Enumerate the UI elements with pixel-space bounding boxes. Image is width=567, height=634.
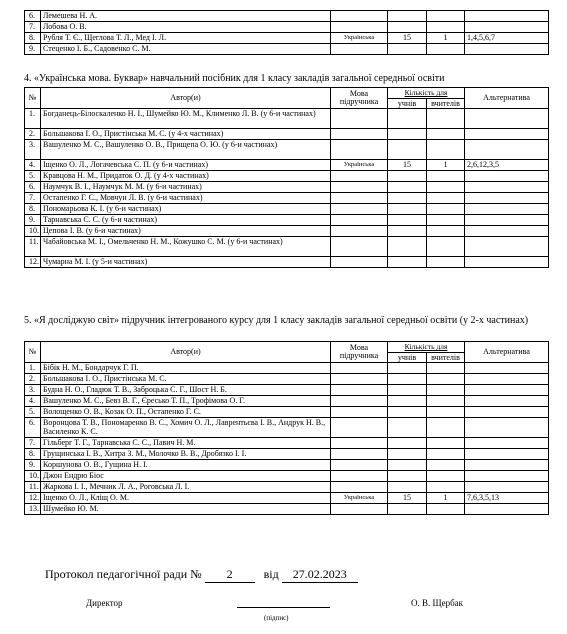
row-language	[331, 237, 388, 257]
row-number: 4.	[25, 396, 41, 407]
table-row	[25, 460, 549, 471]
header-author: Автор(и)	[41, 342, 331, 363]
row-teachers	[427, 204, 465, 215]
row-author: Богданець-Білоскаленко Н. І., Шумейко Ю. М., Клименко Л. В. (у 6-и частинах)	[41, 109, 331, 129]
row-number: 1.	[25, 109, 41, 129]
table-row	[25, 215, 549, 226]
table-row	[25, 11, 549, 22]
row-teachers	[427, 140, 465, 160]
row-alternative	[465, 407, 549, 418]
row-pupils: 15	[388, 160, 427, 171]
section-5-title	[24, 315, 554, 326]
row-author: Джон Ендрю Біос	[41, 471, 331, 482]
row-author: Чабайовська М. І., Омельченко Н. М., Кожушко С. М. (у 6-и частинах)	[41, 237, 331, 257]
row-pupils	[388, 204, 427, 215]
row-author: Шумейко Ю. М.	[41, 504, 331, 515]
row-number: 7.	[25, 193, 41, 204]
row-pupils	[388, 226, 427, 237]
row-language	[331, 109, 388, 129]
row-language	[331, 226, 388, 237]
header-alt: Альтернатива	[465, 342, 549, 363]
signature-line	[237, 607, 330, 608]
row-teachers	[427, 44, 465, 55]
row-author: Лемешева Н. А.	[41, 11, 331, 22]
section-4-table	[24, 87, 549, 268]
row-pupils	[388, 438, 427, 449]
row-language	[331, 374, 388, 385]
row-pupils	[388, 44, 427, 55]
row-teachers	[427, 482, 465, 493]
row-alternative	[465, 140, 549, 160]
table-row	[25, 374, 549, 385]
row-author: Стеценко І. Б., Садовенко С. М.	[41, 44, 331, 55]
section-4-number: 4.	[24, 73, 32, 84]
section-4-body	[25, 109, 549, 268]
header-count-text: Кількість для	[404, 342, 448, 351]
header-num: №	[25, 342, 41, 363]
table-row	[25, 257, 549, 268]
protocol-date-label: від	[263, 567, 279, 581]
header-teachers: вчителів	[427, 99, 465, 109]
section-5-header	[25, 342, 549, 363]
row-teachers	[427, 182, 465, 193]
row-pupils: 15	[388, 493, 427, 504]
row-number: 12.	[25, 493, 41, 504]
row-pupils	[388, 407, 427, 418]
row-language	[331, 257, 388, 268]
row-pupils	[388, 215, 427, 226]
row-alternative	[465, 449, 549, 460]
row-author: Вашуленко М. С., Бевз В. Г., Єресько Т. П., Трофімова О. Г.	[41, 396, 331, 407]
row-author: Будна Н. О., Гладюк Т. В., Заброцька С. Г., Шост Н. Б.	[41, 385, 331, 396]
row-number: 4.	[25, 160, 41, 171]
table-row	[25, 204, 549, 215]
row-pupils	[388, 237, 427, 257]
row-author: Гільберг Т. Г., Тарнавська С. С., Павич Н. М.	[41, 438, 331, 449]
row-author: Тарнавська С. С. (у 6-и частинах)	[41, 215, 331, 226]
row-alternative	[465, 374, 549, 385]
table-row	[25, 160, 549, 171]
row-alternative	[465, 171, 549, 182]
row-number: 11.	[25, 482, 41, 493]
row-pupils	[388, 482, 427, 493]
header-count	[388, 88, 465, 99]
header-alt: Альтернатива	[465, 88, 549, 109]
table-row	[25, 129, 549, 140]
table-row	[25, 193, 549, 204]
row-pupils	[388, 182, 427, 193]
header-teachers: вчителів	[427, 353, 465, 363]
row-pupils	[388, 140, 427, 160]
row-number: 5.	[25, 171, 41, 182]
row-pupils	[388, 471, 427, 482]
table-row	[25, 482, 549, 493]
row-alternative	[465, 22, 549, 33]
row-author: Рубля Т. Є., Щеглова Т. Л., Мед І. Л.	[41, 33, 331, 44]
table-row	[25, 226, 549, 237]
row-alternative	[465, 471, 549, 482]
row-language	[331, 363, 388, 374]
row-number: 8.	[25, 33, 41, 44]
row-teachers	[427, 171, 465, 182]
row-teachers	[427, 438, 465, 449]
table-row	[25, 33, 549, 44]
row-number: 13.	[25, 504, 41, 515]
row-teachers	[427, 407, 465, 418]
header-pupils: учнів	[388, 99, 427, 109]
row-teachers	[427, 226, 465, 237]
row-number: 6.	[25, 182, 41, 193]
table-row	[25, 22, 549, 33]
row-alternative	[465, 204, 549, 215]
header-count-text: Кількість для	[404, 88, 448, 97]
row-number: 9.	[25, 460, 41, 471]
row-author: Лобова О. В.	[41, 22, 331, 33]
director-name: О. В. Щербак	[411, 598, 464, 608]
row-author: Чумарна М. І. (у 5-и частинах)	[41, 257, 331, 268]
row-pupils	[388, 374, 427, 385]
row-teachers	[427, 396, 465, 407]
row-number: 8.	[25, 449, 41, 460]
row-teachers	[427, 504, 465, 515]
row-author: Кравцова Н. М., Придаток О. Д. (у 4-х частинах)	[41, 171, 331, 182]
header-lang: Мова підручника	[331, 342, 388, 363]
row-language	[331, 44, 388, 55]
row-language: Українська	[331, 160, 388, 171]
row-teachers	[427, 385, 465, 396]
row-pupils	[388, 504, 427, 515]
row-author: Наумчук В. І., Наумчук М. М. (у 6-и частинах)	[41, 182, 331, 193]
row-alternative: 2,6,12,3,5	[465, 160, 549, 171]
row-teachers	[427, 374, 465, 385]
row-alternative	[465, 418, 549, 438]
table-row	[25, 44, 549, 55]
section-4-header	[25, 88, 549, 109]
row-teachers	[427, 129, 465, 140]
section-4-title-text: «Українська мова. Буквар» навчальний посібник для 1 класу закладів загальної середньої освіти	[34, 73, 445, 84]
row-language	[331, 438, 388, 449]
row-number: 3.	[25, 385, 41, 396]
row-teachers	[427, 257, 465, 268]
row-number: 6.	[25, 11, 41, 22]
row-alternative: 7,6,3,5,13	[465, 493, 549, 504]
row-teachers: 1	[427, 33, 465, 44]
row-pupils	[388, 363, 427, 374]
row-language	[331, 418, 388, 438]
row-teachers: 1	[427, 160, 465, 171]
row-pupils	[388, 449, 427, 460]
protocol-number: 2	[205, 567, 255, 583]
row-pupils	[388, 171, 427, 182]
row-language	[331, 129, 388, 140]
row-teachers	[427, 237, 465, 257]
section-5-body	[25, 363, 549, 515]
header-num: №	[25, 88, 41, 109]
table-row	[25, 438, 549, 449]
row-number: 6.	[25, 418, 41, 438]
table-row	[25, 471, 549, 482]
row-language: Українська	[331, 33, 388, 44]
header-pupils: учнів	[388, 353, 427, 363]
row-pupils: 15	[388, 33, 427, 44]
row-author: Волощенко О. В., Козак О. П., Остапенко Г. С.	[41, 407, 331, 418]
row-alternative	[465, 396, 549, 407]
row-teachers	[427, 471, 465, 482]
row-language	[331, 140, 388, 160]
section-4-title	[24, 73, 445, 84]
header-lang: Мова підручника	[331, 88, 388, 109]
header-count	[388, 342, 465, 353]
table-row	[25, 140, 549, 160]
row-author: Вашуленко М. С., Вашуленко О. В., Прищепа О. Ю. (у 6-и частинах)	[41, 140, 331, 160]
row-language	[331, 504, 388, 515]
row-language	[331, 396, 388, 407]
row-teachers	[427, 109, 465, 129]
row-number: 9.	[25, 44, 41, 55]
table-row	[25, 396, 549, 407]
table-row	[25, 418, 549, 438]
row-alternative	[465, 237, 549, 257]
row-number: 3.	[25, 140, 41, 160]
row-teachers	[427, 215, 465, 226]
row-author: Большакова І. О., Пристінська М. С.	[41, 374, 331, 385]
director-position: Директор	[86, 598, 123, 608]
row-author: Большакова І. О., Пристінська М. С. (у 4-х частинах)	[41, 129, 331, 140]
row-author: Іщенко О. Л., Кліщ О. М.	[41, 493, 331, 504]
row-author: Жаркова І. І., Мечник Л. А., Роговська Л. І.	[41, 482, 331, 493]
row-number: 2.	[25, 374, 41, 385]
row-alternative	[465, 438, 549, 449]
row-alternative	[465, 257, 549, 268]
row-pupils	[388, 11, 427, 22]
row-language	[331, 171, 388, 182]
row-language	[331, 182, 388, 193]
row-alternative	[465, 182, 549, 193]
row-alternative	[465, 109, 549, 129]
row-language	[331, 407, 388, 418]
table-row	[25, 109, 549, 129]
protocol-date: 27.02.2023	[282, 567, 358, 583]
row-alternative	[465, 193, 549, 204]
top-table-body	[25, 11, 549, 55]
row-pupils	[388, 396, 427, 407]
top-table	[24, 10, 549, 55]
section-5-number: 5.	[24, 315, 32, 326]
row-number: 5.	[25, 407, 41, 418]
row-author: Остапенко Г. С., Мовчун Л. В. (у 6-и частинах)	[41, 193, 331, 204]
row-teachers	[427, 22, 465, 33]
row-number: 7.	[25, 438, 41, 449]
table-row	[25, 449, 549, 460]
row-language: Українська	[331, 493, 388, 504]
row-language	[331, 204, 388, 215]
row-author: Іщенко О. Л., Логачевська С. П. (у 6-и частинах)	[41, 160, 331, 171]
row-language	[331, 460, 388, 471]
row-pupils	[388, 418, 427, 438]
row-teachers: 1	[427, 493, 465, 504]
row-alternative	[465, 215, 549, 226]
row-teachers	[427, 363, 465, 374]
protocol-line	[45, 567, 358, 583]
row-alternative	[465, 44, 549, 55]
table-row	[25, 407, 549, 418]
row-teachers	[427, 11, 465, 22]
row-author: Коршунова О. В., Гущина Н. І.	[41, 460, 331, 471]
row-number: 12.	[25, 257, 41, 268]
table-row	[25, 493, 549, 504]
row-teachers	[427, 449, 465, 460]
table-row	[25, 385, 549, 396]
row-language	[331, 193, 388, 204]
table-row	[25, 182, 549, 193]
row-author: Бібік Н. М., Бондарчук Г. П.	[41, 363, 331, 374]
row-number: 9.	[25, 215, 41, 226]
table-row	[25, 237, 549, 257]
row-alternative: 1,4,5,6,7	[465, 33, 549, 44]
row-pupils	[388, 22, 427, 33]
row-pupils	[388, 385, 427, 396]
row-language	[331, 449, 388, 460]
row-number: 10.	[25, 226, 41, 237]
row-number: 1.	[25, 363, 41, 374]
protocol-label: Протокол педагогічної ради №	[45, 567, 202, 581]
table-row	[25, 363, 549, 374]
row-alternative	[465, 482, 549, 493]
row-alternative	[465, 385, 549, 396]
row-number: 10.	[25, 471, 41, 482]
row-alternative	[465, 11, 549, 22]
row-pupils	[388, 193, 427, 204]
section-5-table	[24, 341, 549, 515]
row-alternative	[465, 504, 549, 515]
row-language	[331, 471, 388, 482]
header-author: Автор(и)	[41, 88, 331, 109]
row-pupils	[388, 109, 427, 129]
signature-caption: (підпис)	[264, 614, 289, 622]
row-author: Воронцова Т. В., Пономаренко В. С., Хомич О. Л., Лаврентьєва І. В., Андрук Н. В., Василенко К. С.	[41, 418, 331, 438]
row-number: 2.	[25, 129, 41, 140]
row-number: 8.	[25, 204, 41, 215]
row-number: 7.	[25, 22, 41, 33]
row-teachers	[427, 418, 465, 438]
row-author: Цепова І. В. (у 6-и частинах)	[41, 226, 331, 237]
row-language	[331, 482, 388, 493]
section-5-title-text: «Я досліджую світ» підручник інтегрованого курсу для 1 класу закладів загальної середньої освіти (у 2-х частинах)	[34, 315, 529, 326]
row-number: 11.	[25, 237, 41, 257]
table-row	[25, 171, 549, 182]
row-alternative	[465, 129, 549, 140]
row-pupils	[388, 257, 427, 268]
row-language	[331, 385, 388, 396]
row-language	[331, 11, 388, 22]
table-row	[25, 504, 549, 515]
row-language	[331, 22, 388, 33]
row-teachers	[427, 193, 465, 204]
row-alternative	[465, 460, 549, 471]
row-author: Грущинська І. В., Хитра З. М., Молочко В. В., Дробязко І. І.	[41, 449, 331, 460]
row-teachers	[427, 460, 465, 471]
row-pupils	[388, 460, 427, 471]
row-alternative	[465, 363, 549, 374]
row-alternative	[465, 226, 549, 237]
row-language	[331, 215, 388, 226]
row-author: Пономарьова К. І. (у 6-и частинах)	[41, 204, 331, 215]
row-pupils	[388, 129, 427, 140]
